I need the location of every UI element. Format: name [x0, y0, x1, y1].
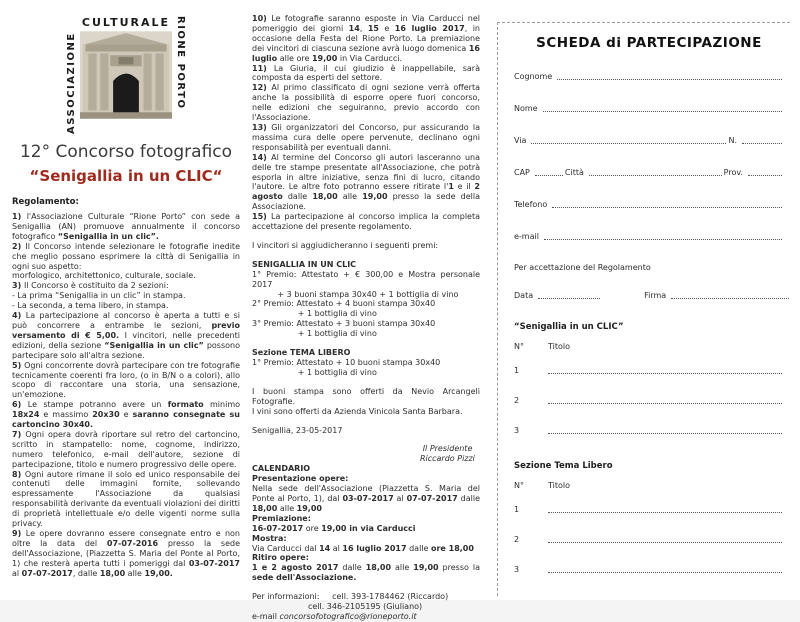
- text-segment: I vincitori, nelle precedenti edizioni, della sezione: [12, 330, 240, 350]
- text-segment: Al termine del Concorso gli autori lasceranno una delle tre stampe presentate all'Associazione, che potrà esporla in altre iniziative, senza fini di lucro, citando l'autore. Le altre foto potranno essere ritirate l': [252, 152, 480, 192]
- left-column: [12, 16, 240, 579]
- titolo-row-3: [514, 564, 784, 574]
- text-segment: presso la sede della Associazione.: [252, 192, 481, 212]
- logo-text-associazione: ASSOCIAZIONE: [66, 32, 77, 134]
- via-label: Via: [514, 136, 527, 145]
- text-segment: al: [12, 568, 22, 578]
- paragraph: [252, 563, 480, 583]
- text-segment: Il Concorso è costituito da 2 sezioni:: [24, 281, 169, 291]
- text-segment: ore 18,00: [430, 543, 474, 553]
- text-segment: concorsofotografico@rioneporto.it: [279, 611, 417, 621]
- paragraph: [252, 64, 480, 84]
- text-segment: alle: [391, 563, 414, 573]
- col-numero-header: N°: [514, 342, 524, 351]
- text-segment: 19,00: [362, 192, 388, 202]
- paragraph: [12, 301, 240, 311]
- text-segment: Ogni opera dovrà riportare sul retro del cartoncino, scritto in stampatello: nome, cognome, indirizzo, numero telefonico, e-mail dell'autore, sezione di partecipazione, titolo e numero progressivo delle opere.: [12, 429, 240, 469]
- paragraph: [252, 534, 480, 544]
- text-segment: 1): [12, 212, 27, 221]
- paragraph: [252, 407, 480, 417]
- text-segment: 16-07-2017: [252, 523, 304, 533]
- paragraph: [252, 348, 480, 358]
- middle-column: [252, 14, 480, 622]
- row-number: 2: [514, 535, 520, 544]
- citta-label: Città: [564, 168, 584, 177]
- field-row-data-firma: [514, 290, 784, 300]
- text-segment: 4): [12, 311, 26, 321]
- paragraph: [12, 529, 240, 579]
- field-row-email: [514, 231, 784, 241]
- paragraph: [12, 400, 240, 430]
- paragraph: [252, 260, 480, 270]
- paragraph: [252, 484, 480, 514]
- text-segment: e: [119, 410, 133, 420]
- email-write-line: [544, 231, 782, 240]
- paragraph: [12, 271, 240, 281]
- data-write-line: [538, 290, 600, 299]
- rules-prizes-calendar-paragraphs: [252, 14, 480, 622]
- text-segment: 6): [12, 400, 28, 410]
- section-senigallia-heading: “Senigallia in un CLIC”: [514, 322, 624, 332]
- text-segment: alle: [337, 192, 363, 202]
- text-segment: 18,00: [365, 563, 392, 573]
- text-segment: 07-07-2016: [106, 538, 159, 548]
- text-segment: + 1 bottiglia di vino: [252, 367, 377, 377]
- col-titolo-header: Titolo: [548, 342, 571, 351]
- paragraph: [252, 387, 480, 407]
- text-segment: 3): [12, 281, 25, 291]
- telefono-write-line: [552, 199, 782, 208]
- logo-center: [80, 16, 172, 134]
- text-segment: Le opere dovranno essere consegnate entro e non oltre la data del: [12, 529, 240, 548]
- titolo-row-1: [514, 504, 784, 514]
- text-segment: 2 agosto: [252, 182, 480, 202]
- paragraph: [252, 612, 480, 622]
- firma-label: Firma: [644, 291, 667, 300]
- nome-label: Nome: [514, 104, 538, 113]
- text-segment: presso la: [438, 563, 481, 573]
- numero-civico-label: N.: [728, 136, 737, 145]
- cap-label: CAP: [514, 168, 530, 177]
- participation-form: [497, 22, 790, 596]
- text-segment: La partecipazione al concorso implica la completa accettazione del presente regolamento.: [252, 212, 480, 232]
- field-row-cap-citta-prov: [514, 167, 784, 177]
- text-segment: e-mail: [252, 611, 280, 621]
- text-segment: 2): [12, 241, 26, 251]
- text-segment: 19,00: [413, 563, 439, 573]
- text-segment: Ritiro opere:: [252, 553, 309, 563]
- titolo-row-2: [514, 395, 784, 405]
- text-segment: 03-07-2017: [342, 493, 394, 503]
- row-number: 3: [514, 426, 520, 435]
- text-segment: 1° Premio: Attestato + € 300,00 e Mostra personale 2017: [252, 269, 480, 289]
- text-segment: - La prima “Senigallia in un clic” in stampa.: [12, 291, 186, 301]
- text-segment: e: [378, 23, 395, 33]
- text-segment: morfologico, architettonico, culturale, sociale.: [12, 271, 196, 281]
- text-segment: alle ore: [277, 53, 312, 63]
- paragraph: [12, 212, 240, 242]
- firma-write-line: [671, 290, 789, 299]
- titolo-row-1: [514, 365, 784, 375]
- paragraph: [252, 553, 480, 563]
- text-segment: alle: [277, 503, 297, 513]
- prov-label: Prov.: [723, 168, 743, 177]
- regolamento-paragraphs: [12, 212, 240, 579]
- paragraph: [252, 368, 480, 378]
- paragraph: [252, 14, 480, 64]
- titolo-write-line: [548, 564, 782, 573]
- arch-portal-image: [80, 31, 172, 119]
- text-segment: 14: [348, 23, 360, 33]
- text-segment: 16 luglio 2017: [394, 23, 465, 33]
- paragraph: [252, 358, 480, 368]
- text-segment: ,: [359, 23, 368, 33]
- section-tema-libero-heading: Sezione Tema Libero: [514, 461, 613, 471]
- text-segment: presso la sede dell'Associazione, (Piazzetta S. Maria del Ponte al Porto, 1) che resterà aperta tutti i pomeriggi dal: [12, 538, 241, 568]
- text-segment: 20x30: [92, 410, 120, 420]
- text-segment: 18,00: [252, 503, 278, 513]
- text-segment: CALENDARIO: [252, 464, 311, 474]
- text-segment: Gli organizzatori del Concorso, pur assicurando la massima cura delle opere pervenute, declinano ogni responsabilità per eventuali danni.: [252, 122, 481, 152]
- paragraph: [252, 329, 480, 339]
- text-segment: e il: [453, 182, 475, 192]
- paragraph: [252, 454, 480, 464]
- text-segment: 13): [252, 122, 272, 132]
- paragraph: [12, 281, 240, 291]
- regolamento-heading: Regolamento:: [12, 197, 79, 207]
- paragraph: [252, 290, 480, 300]
- text-segment: Mostra:: [252, 533, 287, 543]
- section-senigallia-columns: [514, 342, 784, 351]
- text-segment: formato: [167, 400, 204, 410]
- logo-text-culturale: CULTURALE: [81, 16, 171, 29]
- text-segment: , dalle: [72, 568, 100, 578]
- text-segment: sede dell'Associazione.: [252, 573, 357, 583]
- paragraph: [252, 524, 480, 534]
- paragraph: [12, 361, 240, 401]
- paragraph: [252, 123, 480, 153]
- cap-write-line: [535, 167, 563, 176]
- text-segment: e massimo: [39, 410, 93, 420]
- paragraph: [252, 514, 480, 524]
- text-segment: I vincitori si aggiudicheranno i seguenti premi:: [252, 240, 439, 250]
- col-numero-header: N°: [514, 481, 524, 490]
- citta-write-line: [589, 167, 722, 176]
- paragraph: [252, 444, 480, 454]
- titolo-write-line: [548, 395, 782, 404]
- text-segment: previo versamento di € 5,00.: [12, 320, 240, 340]
- prov-write-line: [748, 167, 782, 176]
- field-row-telefono: [514, 199, 784, 209]
- paragraph: [252, 592, 480, 602]
- text-segment: 15: [367, 23, 379, 33]
- text-segment: Riccardo Pizzi: [419, 454, 480, 464]
- text-segment: 19,00.: [144, 568, 173, 578]
- text-segment: 16 luglio: [252, 43, 480, 63]
- field-row-nome: [514, 103, 784, 113]
- text-segment: 18,00: [99, 568, 126, 578]
- row-number: 1: [514, 366, 520, 375]
- text-segment: La partecipazione al concorso è aperta a tutti e si può concorrere a entrambe le sezioni,: [12, 311, 241, 330]
- paragraph: [252, 426, 480, 436]
- text-segment: 15): [252, 212, 272, 222]
- text-segment: Ogni concorrente dovrà partecipare con tre fotografie tecnicamente coerenti fra loro, (o in B/N o a colori), allo scopo di raccontare una storia, una sensazione, un'emozione.: [12, 360, 241, 400]
- paragraph: [252, 464, 480, 474]
- text-segment: 07-07-2017: [406, 493, 458, 503]
- email-label: e-mail: [514, 232, 539, 241]
- text-segment: 1: [448, 182, 454, 192]
- text-segment: “Senigallia in un clic”.: [57, 231, 159, 241]
- text-segment: - La seconda, a tema libero, in stampa.: [12, 301, 169, 311]
- data-label: Data: [514, 291, 534, 300]
- text-segment: 19,00: [311, 53, 338, 63]
- section-tema-libero-columns: [514, 481, 784, 490]
- paragraph: [252, 153, 480, 212]
- text-segment: 9): [12, 529, 26, 538]
- row-number: 1: [514, 505, 520, 514]
- text-segment: Ogni autore rimane il solo ed unico responsabile dei contenuti delle immagini fornite, sollevando espressamente l'Associazione da qualsiasi responsabilità derivante da eventuali violazioni dei diritti di proprietà intellettuale e/o delle vigenti norme sulla privacy.: [12, 469, 240, 529]
- text-segment: dalle: [406, 543, 431, 553]
- paragraph: [12, 470, 240, 529]
- cognome-label: Cognome: [514, 72, 553, 81]
- text-segment: saranno consegnate su cartoncino 30x40.: [12, 410, 240, 430]
- text-segment: in Via Carducci.: [337, 53, 402, 63]
- text-segment: I vini sono offerti da Azienda Vinicola Santa Barbara.: [252, 406, 463, 416]
- titolo-write-line: [548, 534, 782, 543]
- text-segment: 16 luglio 2017: [342, 543, 407, 553]
- text-segment: 19,00 in via Carducci: [321, 523, 416, 533]
- titolo-write-line: [548, 365, 782, 374]
- paragraph: [12, 291, 240, 301]
- paragraph: [252, 544, 480, 554]
- paragraph: [252, 309, 480, 319]
- text-segment: + 1 bottiglia di vino: [252, 329, 377, 339]
- titolo-row-2: [514, 534, 784, 544]
- field-row-cognome: [514, 71, 784, 81]
- paragraph: [12, 430, 240, 470]
- paragraph: [12, 242, 240, 272]
- text-segment: Per informazioni: cell. 393-1784462 (Riccardo): [252, 592, 449, 602]
- text-segment: Premiazione:: [252, 513, 311, 523]
- titolo-row-3: [514, 425, 784, 435]
- text-segment: al: [393, 493, 407, 503]
- col-titolo-header: Titolo: [548, 481, 571, 490]
- paragraph: [252, 299, 480, 309]
- text-segment: 03-07-2017: [188, 558, 240, 568]
- text-segment: al: [330, 543, 343, 553]
- text-segment: 18,00: [312, 192, 338, 202]
- paragraph: [252, 83, 480, 123]
- text-segment: 11): [252, 63, 274, 73]
- text-segment: 3° Premio: Attestato + 3 buoni stampa 30x40: [252, 319, 436, 329]
- text-segment: Senigallia, 23-05-2017: [252, 425, 343, 435]
- text-segment: La Giuria, il cui giudizio è inappellabile, sarà composta da esperti del settore.: [252, 63, 480, 83]
- text-segment: 12): [252, 83, 272, 93]
- text-segment: 14: [319, 543, 331, 553]
- text-segment: possono partecipare solo all'altra sezione.: [12, 340, 241, 360]
- paragraph: [252, 270, 480, 290]
- paragraph: [252, 319, 480, 329]
- text-segment: I buoni stampa sono offerti da Nevio Arcangeli Fotografie.: [252, 386, 480, 406]
- text-segment: Sezione TEMA LIBERO: [252, 348, 351, 358]
- titolo-write-line: [548, 504, 782, 513]
- text-segment: 14): [252, 152, 272, 162]
- text-segment: Il Presidente: [422, 444, 480, 454]
- text-segment: 19,00: [296, 503, 322, 513]
- text-segment: + 3 buoni stampa 30x40 + 1 bottiglia di vino: [252, 289, 459, 299]
- telefono-label: Telefono: [514, 200, 548, 209]
- text-segment: Il Concorso intende selezionare le fotografie inedite che meglio possano esprimere la città di Senigallia in ogni suo aspetto:: [12, 241, 240, 271]
- paragraph: [12, 311, 240, 361]
- titolo-write-line: [548, 425, 782, 434]
- paragraph: [252, 602, 480, 612]
- text-segment: Presentazione opere:: [252, 474, 349, 484]
- text-segment: dalle: [457, 493, 481, 503]
- paragraph: [252, 474, 480, 484]
- contest-subtitle: “Senigallia in un CLIC“: [29, 167, 223, 185]
- paragraph: [252, 241, 480, 251]
- row-number: 2: [514, 396, 520, 405]
- text-segment: 5): [12, 360, 25, 370]
- text-segment: 07-07-2017: [21, 568, 73, 578]
- text-segment: 2° Premio: Attestato + 4 buoni stampa 30x40: [252, 299, 436, 309]
- text-segment: Nella sede dell'Associazione (Piazzetta S. Maria del Ponte al Porto, 1), dal: [252, 484, 480, 503]
- text-segment: l'Associazione Culturale “Rione Porto” con sede a Senigallia (AN) promuove annualmente il concorso fotografico: [12, 212, 240, 241]
- text-segment: SENIGALLIA IN UN CLIC: [252, 259, 357, 269]
- text-segment: 1° Premio: Attestato + 10 buoni stampa 30x40: [252, 358, 441, 367]
- text-segment: , in occasione della Festa del Rione Porto. La premiazione dei vincitori di ciascuna sezione avrà luogo domenica: [252, 23, 480, 53]
- cognome-write-line: [557, 71, 782, 80]
- accettazione-text: Per accettazione del Regolamento: [514, 263, 651, 272]
- paragraph: [252, 212, 480, 232]
- via-write-line: [531, 135, 726, 144]
- text-segment: alle: [125, 568, 145, 578]
- text-segment: 7): [12, 429, 26, 439]
- contest-title: 12° Concorso fotografico: [19, 142, 233, 162]
- text-segment: ore: [303, 523, 322, 533]
- logo-text-rione-porto: RIONE PORTO: [175, 16, 186, 110]
- text-segment: Via Carducci dal: [252, 543, 320, 553]
- text-segment: cell. 346-2105195 (Giuliano): [252, 602, 423, 612]
- text-segment: Al primo classificato di ogni sezione verrà offerta anche la possibilità di esporre opere fuori concorso, nelle edizioni che seguiranno, previo accordo con l'Associazione.: [252, 83, 481, 123]
- text-segment: 10): [252, 14, 272, 23]
- text-segment: Le fotografie saranno esposte in Via Carducci nel pomeriggio dei giorni: [252, 14, 480, 33]
- form-title: SCHEDA di PARTECIPAZIONE: [536, 35, 762, 51]
- text-segment: dalle: [282, 192, 313, 202]
- text-segment: minimo: [203, 400, 241, 410]
- row-number: 3: [514, 565, 520, 574]
- text-segment: 18x24: [12, 410, 40, 420]
- nome-write-line: [543, 103, 782, 112]
- text-segment: + 1 bottiglia di vino: [252, 309, 377, 319]
- text-segment: 8): [12, 469, 25, 479]
- text-segment: Le stampe potranno avere un: [27, 400, 168, 410]
- association-logo: [12, 16, 240, 134]
- text-segment: 1 e 2 agosto 2017: [252, 563, 339, 573]
- text-segment: dalle: [338, 563, 366, 573]
- text-segment: “Senigallia in un clic”: [104, 340, 204, 350]
- field-row-via: [514, 135, 784, 145]
- numero-civico-write-line: [742, 135, 782, 144]
